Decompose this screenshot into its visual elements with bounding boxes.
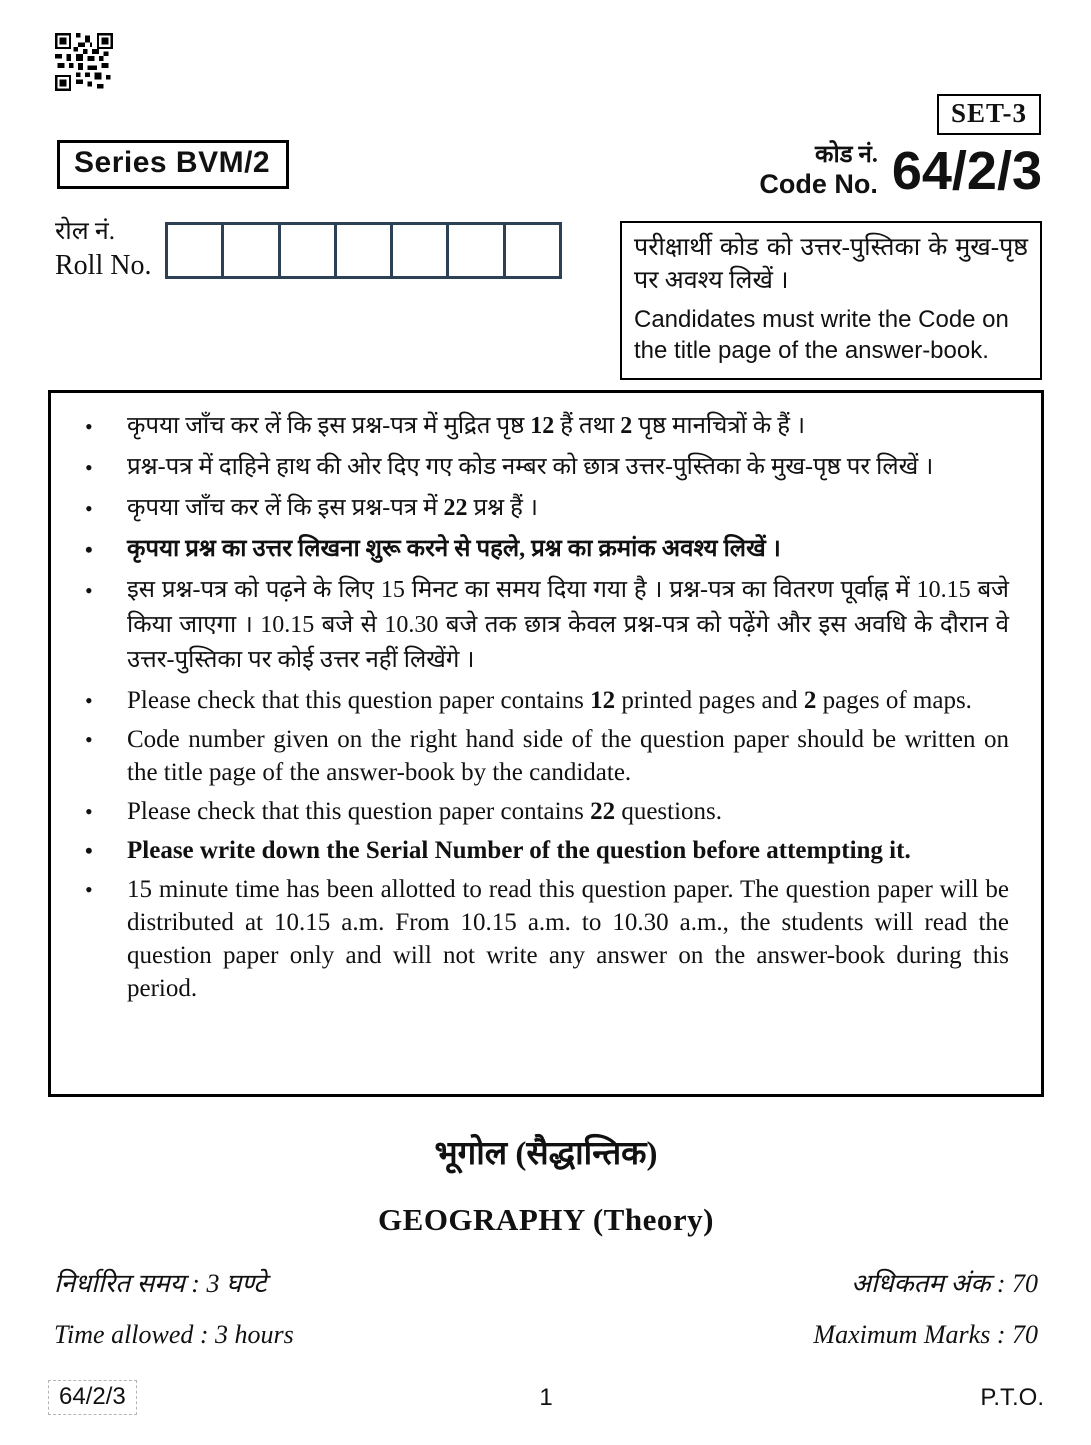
bullet-icon: •	[85, 578, 93, 603]
instruction-item	[79, 532, 1009, 567]
page-number: 1	[539, 1383, 553, 1411]
qr-code-icon	[55, 30, 113, 94]
roll-label-hindi: रोल नं.	[55, 218, 116, 245]
maximum-marks-hindi: अधिकतम अंक : 70	[851, 1269, 1038, 1298]
maximum-marks-english: Maximum Marks : 70	[813, 1320, 1038, 1349]
bullet-icon: •	[85, 688, 93, 713]
instruction-text: प्रश्न-पत्र में दाहिने हाथ की ओर दिए गए कोड नम्बर को छात्र उत्तर-पुस्तिका के मुख-पृष्ठ पर लिखें ।	[127, 454, 934, 480]
roll-label-english: Roll No.	[55, 249, 152, 281]
roll-number-area	[55, 216, 562, 282]
roll-digit-box[interactable]	[221, 225, 277, 276]
code-note-hindi: परीक्षार्थी कोड को उत्तर-पुस्तिका के मुख-पृष्ठ पर अवश्य लिखें ।	[634, 234, 1028, 294]
roll-number-boxes	[165, 222, 562, 279]
roll-digit-box[interactable]	[334, 225, 390, 276]
page-footer	[48, 1380, 1044, 1415]
roll-digit-box[interactable]	[168, 225, 221, 276]
instruction-text: Code number given on the right hand side of the question paper should be written on the title page of the answer-book by the candidate.	[127, 726, 1009, 786]
bullet-icon: •	[85, 877, 93, 902]
roll-digit-box[interactable]	[503, 225, 559, 276]
instruction-item	[79, 409, 1009, 444]
code-note-english: Candidates must write the Code on the title page of the answer-book.	[634, 306, 1009, 364]
bullet-icon: •	[85, 727, 93, 752]
instructions-box	[48, 390, 1044, 1097]
roll-digit-box[interactable]	[390, 225, 446, 276]
set-label: SET-3	[937, 94, 1041, 135]
page-content	[48, 390, 1044, 1415]
bullet-icon: •	[85, 838, 93, 863]
meta-row-english	[48, 1320, 1044, 1350]
instruction-text: 15 minute time has been allotted to read this question paper. The question paper will be distributed at 10.15 a.m. From 10.15 a.m. to 10.30 a.m., the students will read the question paper only and will not write any answer on the answer-book during this period.	[127, 876, 1009, 1002]
bullet-icon: •	[85, 455, 93, 480]
bullet-icon: •	[85, 496, 93, 521]
instruction-item	[79, 450, 1009, 485]
instruction-text: Please write down the Serial Number of the question before attempting it.	[127, 837, 911, 864]
instruction-item	[79, 795, 1009, 828]
instruction-item	[79, 834, 1009, 867]
instruction-item	[79, 723, 1009, 789]
instruction-text: Please check that this question paper contains 22 questions.	[127, 798, 723, 825]
code-label-english: Code No.	[759, 168, 878, 199]
instruction-text: कृपया जाँच कर लें कि इस प्रश्न-पत्र में मुद्रित पृष्ठ 12 हैं तथा 2 पृष्ठ मानचित्रों के हैं ।	[127, 413, 806, 439]
series-label: Series BVM/2	[57, 140, 289, 189]
roll-digit-box[interactable]	[446, 225, 502, 276]
footer-code: 64/2/3	[48, 1380, 137, 1415]
instruction-text: इस प्रश्न-पत्र को पढ़ने के लिए 15 मिनट का समय दिया गया है । प्रश्न-पत्र का वितरण पूर्वाह्न में 10.15 बजे किया जाएगा । 10.15 बजे से 10.30 बजे तक छात्र केवल प्रश्न-पत्र को पढ़ेंगे और इस अवधि के दौरान वे उत्तर-पुस्तिका पर कोई उत्तर नहीं लिखेंगे ।	[127, 577, 1009, 673]
instruction-text: कृपया जाँच कर लें कि इस प्रश्न-पत्र में 22 प्रश्न हैं ।	[127, 495, 538, 521]
time-allowed-hindi: निर्धारित समय : 3 घण्टे	[54, 1269, 267, 1298]
code-number-value: 64/2/3	[891, 140, 1042, 201]
instruction-text: Please check that this question paper contains 12 printed pages and 2 pages of maps.	[127, 687, 972, 714]
meta-row-hindi	[48, 1264, 1044, 1300]
code-note-box	[620, 221, 1042, 380]
paper-title-hindi: भूगोल (सैद्धान्तिक)	[434, 1136, 658, 1172]
bullet-icon: •	[85, 414, 93, 439]
code-label-hindi: कोड नं.	[815, 142, 878, 168]
pto-label: P.T.O.	[980, 1383, 1044, 1411]
time-allowed-english: Time allowed : 3 hours	[54, 1320, 294, 1349]
bullet-icon: •	[85, 799, 93, 824]
paper-title-english: GEOGRAPHY (Theory)	[378, 1202, 714, 1237]
roll-digit-box[interactable]	[278, 225, 334, 276]
instruction-text: कृपया प्रश्न का उत्तर लिखना शुरू करने से पहले, प्रश्न का क्रमांक अवश्य लिखें ।	[127, 536, 781, 562]
instruction-item	[79, 573, 1009, 678]
instructions-list	[79, 409, 1009, 1005]
code-number-area	[759, 142, 1042, 199]
instruction-item	[79, 491, 1009, 526]
instruction-item	[79, 873, 1009, 1005]
bullet-icon: •	[85, 537, 93, 562]
instruction-item	[79, 684, 1009, 717]
